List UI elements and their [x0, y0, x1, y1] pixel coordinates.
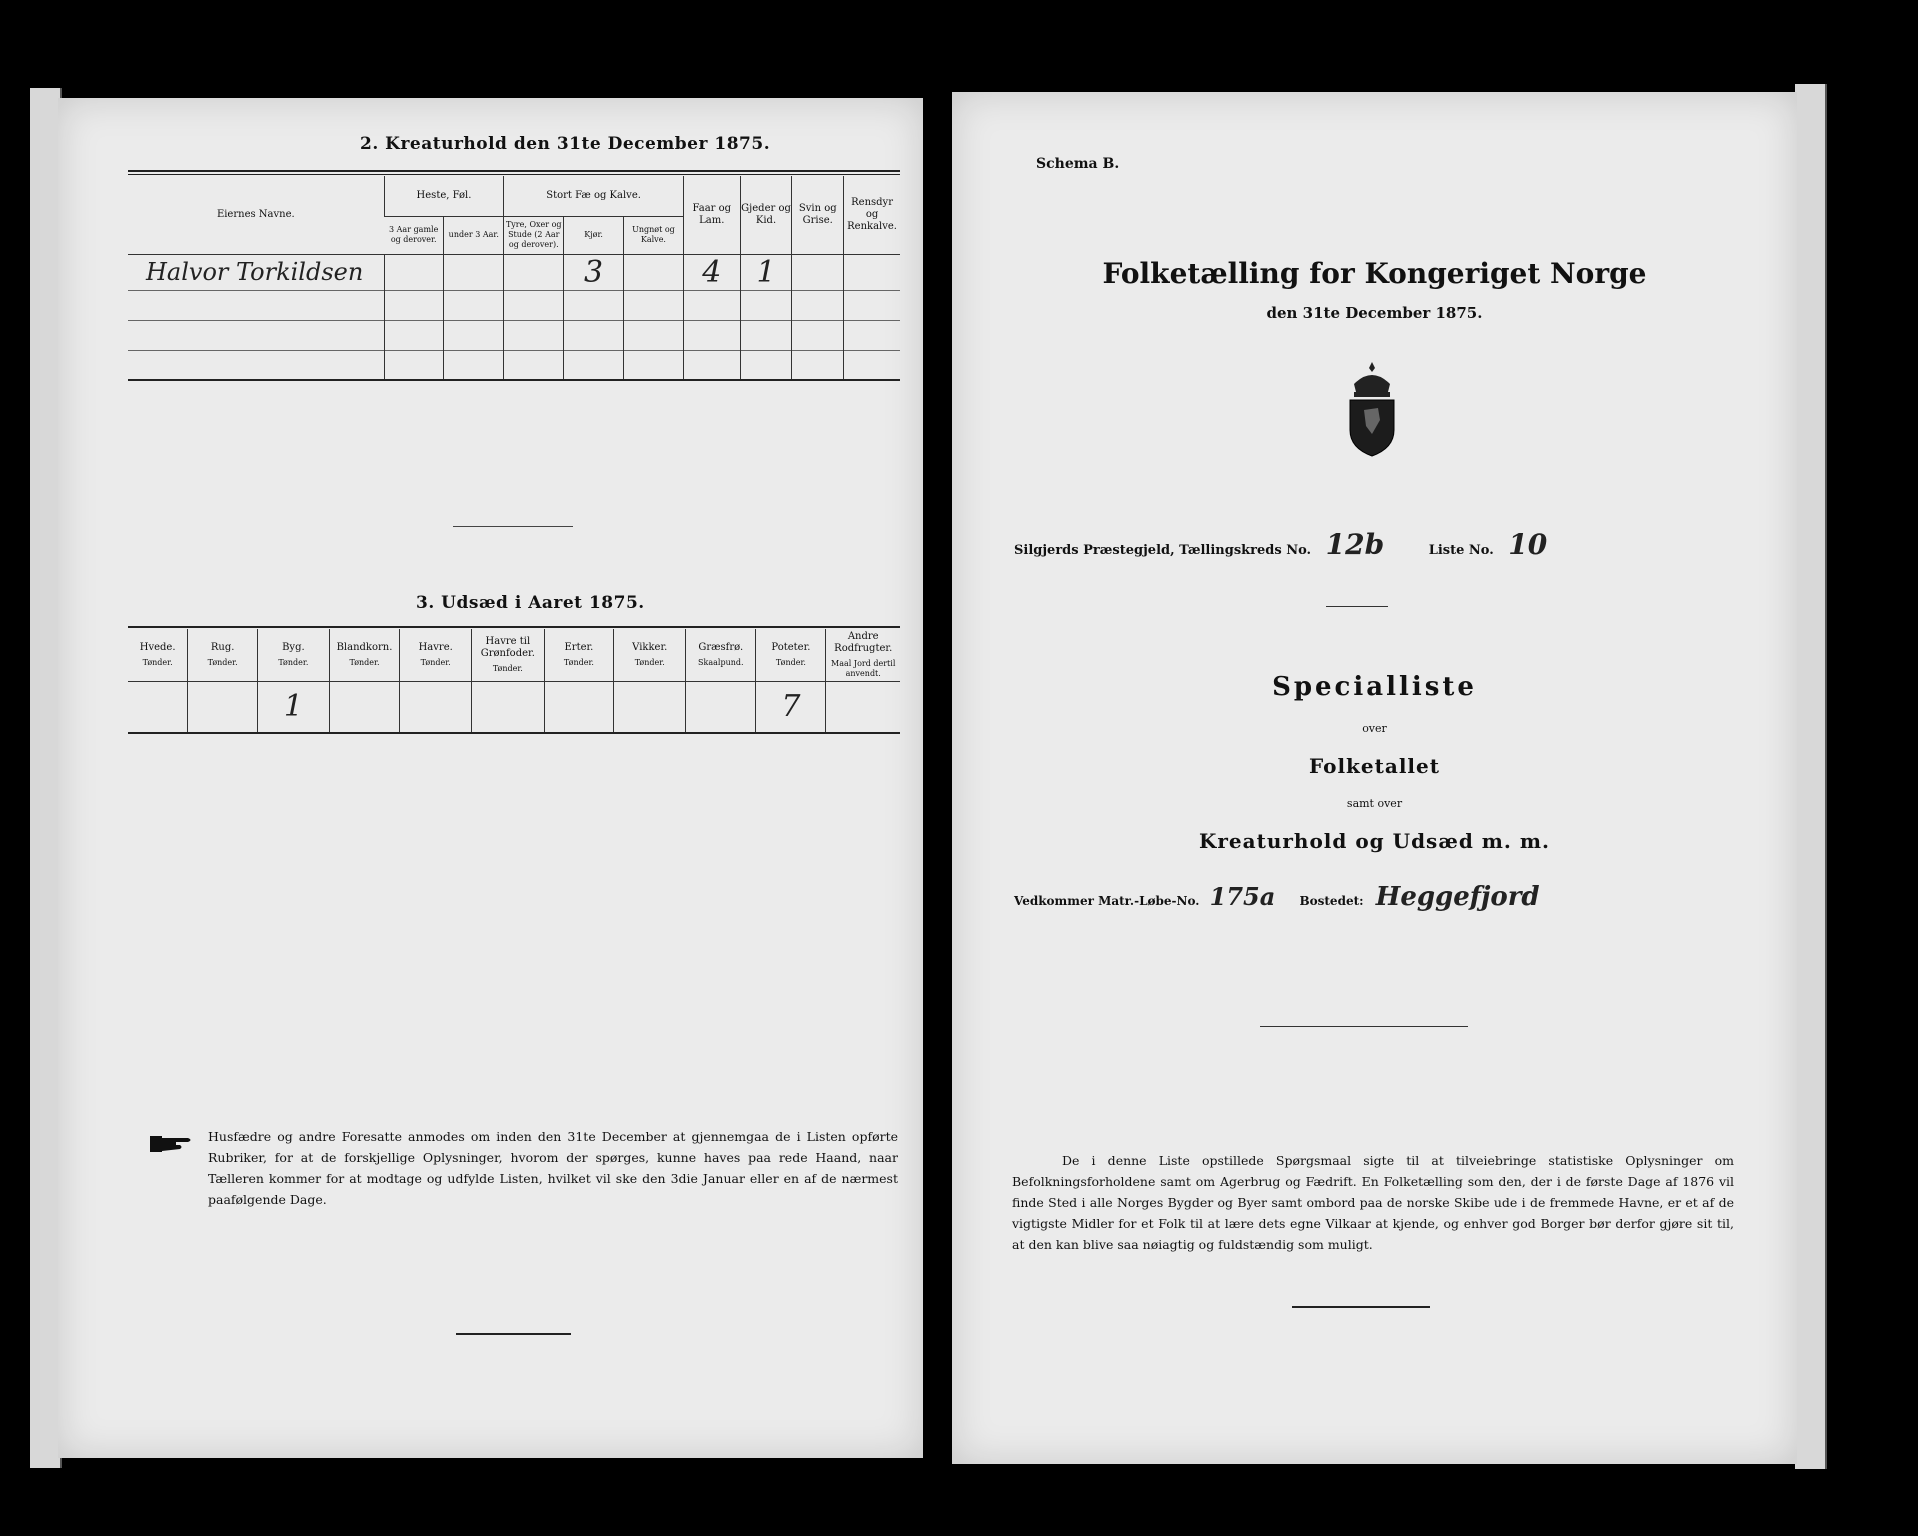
seed-header-1	[188, 629, 258, 681]
seed-header-8	[686, 629, 756, 681]
seed-header-6	[544, 629, 614, 681]
seed-value-cell-1	[188, 681, 258, 733]
seed-unit-label: Tønder.	[349, 657, 380, 667]
goats-header: Gjeder og Kid.	[741, 202, 791, 226]
seed-value-cell-7	[614, 681, 686, 733]
sheep-header: Faar og Lam.	[692, 202, 732, 226]
seed-header-2	[258, 629, 330, 681]
parish-label: Silgjerds Præstegjeld, Tællingskreds No.	[1014, 543, 1312, 558]
district-number: 12b	[1325, 528, 1385, 561]
seed-value-cell-8	[686, 681, 756, 733]
seed-value-cell-10	[826, 681, 900, 733]
seed-value-cell-0	[128, 681, 188, 733]
census-date: den 31te December 1875.	[1266, 304, 1483, 322]
matr-number: 175a	[1209, 882, 1276, 911]
divider-1	[453, 526, 573, 527]
seed-header-label: Andre Rodfrugter.	[834, 630, 893, 654]
owner-name: Halvor Torkildsen	[146, 258, 364, 286]
folketallet-label: Folketallet	[1309, 754, 1440, 778]
bosted-value: Heggefjord	[1375, 882, 1540, 912]
seed-header-3	[329, 629, 400, 681]
reindeer-header: Rensdyr og Renkalve.	[847, 196, 897, 232]
seed-unit-label: Tønder.	[492, 663, 523, 673]
seed-value: 7	[781, 689, 801, 725]
specialliste-title: Specialliste	[1272, 672, 1477, 702]
property-line	[1014, 882, 1774, 912]
right-page	[952, 92, 1797, 1464]
seed-value-cell-4	[400, 681, 472, 733]
horses-under3-header: under 3 Aar.	[448, 230, 499, 239]
livestock-table	[128, 176, 900, 381]
seed-unit-label: Tønder.	[142, 657, 173, 667]
seed-unit-label: Skaalpund.	[698, 657, 744, 667]
horses-header: Heste, Føl.	[416, 189, 472, 201]
owner-header: Eiernes Navne.	[216, 208, 295, 220]
young-header: Ungnøt og Kalve.	[632, 225, 675, 244]
seed-top-rule	[128, 626, 900, 628]
seed-header-label: Græsfrø.	[698, 641, 744, 653]
seed-header-label: Erter.	[564, 641, 594, 653]
seed-value: 1	[283, 689, 303, 725]
divider-4	[1260, 1026, 1468, 1027]
seed-header-10	[826, 629, 900, 681]
bulls-header: Tyre, Oxer og Stude (2 Aar og derover).	[505, 220, 562, 249]
seed-unit-label: Tønder.	[634, 657, 665, 667]
seed-header-label: Havre.	[418, 641, 453, 653]
right-page-edge	[1795, 84, 1827, 1469]
seed-header-label: Hvede.	[139, 641, 176, 653]
pigs-header: Svin og Grise.	[798, 202, 837, 226]
seed-unit-label: Maal Jord dertil anvendt.	[831, 658, 896, 678]
seed-header-label: Byg.	[282, 641, 305, 653]
cattle-header: Stort Fæ og Kalve.	[546, 189, 641, 201]
seed-unit-label: Tønder.	[207, 657, 238, 667]
seed-value-cell-6	[544, 681, 614, 733]
seed-header-5	[472, 629, 544, 681]
pointing-hand-icon	[150, 1132, 194, 1154]
top-rule	[128, 170, 900, 172]
seed-value-cell-5	[472, 681, 544, 733]
seed-header-0	[128, 629, 188, 681]
list-label: Liste No.	[1428, 543, 1494, 558]
cows-header: Kjør.	[584, 230, 603, 239]
section3-title: 3. Udsæd i Aaret 1875.	[416, 593, 645, 613]
left-notice: Husfædre og andre Foresatte anmodes om inden den 31te December at gjennemgaa de i Listen opførte Rubriker, for at de forskjellige Oplysninger, hvorom der spørges, kunne haves paa rede Haand, naar Tælleren kommer for at modtage og udfylde Listen, hvilket vil ske den 3die Januar eller en af de nærmest paafølgende Dage.	[208, 1129, 898, 1207]
matr-label: Vedkommer Matr.-Løbe-No.	[1014, 894, 1200, 908]
cows-value: 3	[584, 254, 604, 290]
parish-line	[1014, 528, 1774, 561]
top-rule-2	[128, 174, 900, 175]
list-number: 10	[1508, 528, 1548, 561]
left-page	[58, 98, 923, 1458]
seed-unit-label: Tønder.	[420, 657, 451, 667]
bosted-label: Bostedet:	[1299, 894, 1364, 908]
seed-header-label: Blandkorn.	[336, 641, 393, 653]
kreaturhold-label: Kreaturhold og Udsæd m. m.	[1199, 829, 1550, 853]
seed-header-7	[614, 629, 686, 681]
norway-coat-of-arms	[1342, 362, 1402, 457]
seed-header-9	[756, 629, 826, 681]
seed-value-cell-3	[329, 681, 400, 733]
seed-table	[128, 629, 900, 734]
horses-3plus-header: 3 Aar gamle og derover.	[389, 225, 439, 244]
seed-unit-label: Tønder.	[775, 657, 806, 667]
divider-5	[1292, 1306, 1430, 1308]
seed-header-label: Havre til Grønfoder.	[480, 635, 535, 659]
over-label-1: over	[1362, 722, 1387, 735]
main-title: Folketælling for Kongeriget Norge	[1102, 257, 1647, 290]
seed-value-cell-9	[756, 681, 826, 733]
seed-header-label: Vikker.	[632, 641, 668, 653]
schema-label: Schema B.	[1036, 156, 1120, 172]
divider-2	[456, 1333, 571, 1335]
seed-value-cell-2	[258, 681, 330, 733]
section2-title: 2. Kreaturhold den 31te December 1875.	[360, 134, 771, 154]
sheep-value: 4	[702, 254, 722, 290]
divider-3	[1326, 606, 1388, 607]
right-info: De i denne Liste opstillede Spørgsmaal sigte til at tilveiebringe statistiske Oplysninger om Befolkningsforholdene samt om Agerbrug og Fædrift. En Folketælling som den, der i de første Dage af 1876 vil finde Sted i alle Norges Bygder og Byer samt ombord paa de norske Skibe ude i de fremmede Havne, er et af de vigtigste Midler for et Folk til at lære dets egne Vilkaar at kjende, og enhver god Borger bør derfor gjøre sit til, at den kan blive saa nøiagtig og fuldstændig som muligt.	[1012, 1153, 1734, 1252]
seed-header-4	[400, 629, 472, 681]
seed-unit-label: Tønder.	[278, 657, 309, 667]
seed-header-label: Poteter.	[771, 641, 811, 653]
samt-over-label: samt over	[1346, 797, 1403, 810]
seed-unit-label: Tønder.	[563, 657, 594, 667]
goats-value: 1	[756, 254, 776, 290]
seed-header-label: Rug.	[210, 641, 235, 653]
